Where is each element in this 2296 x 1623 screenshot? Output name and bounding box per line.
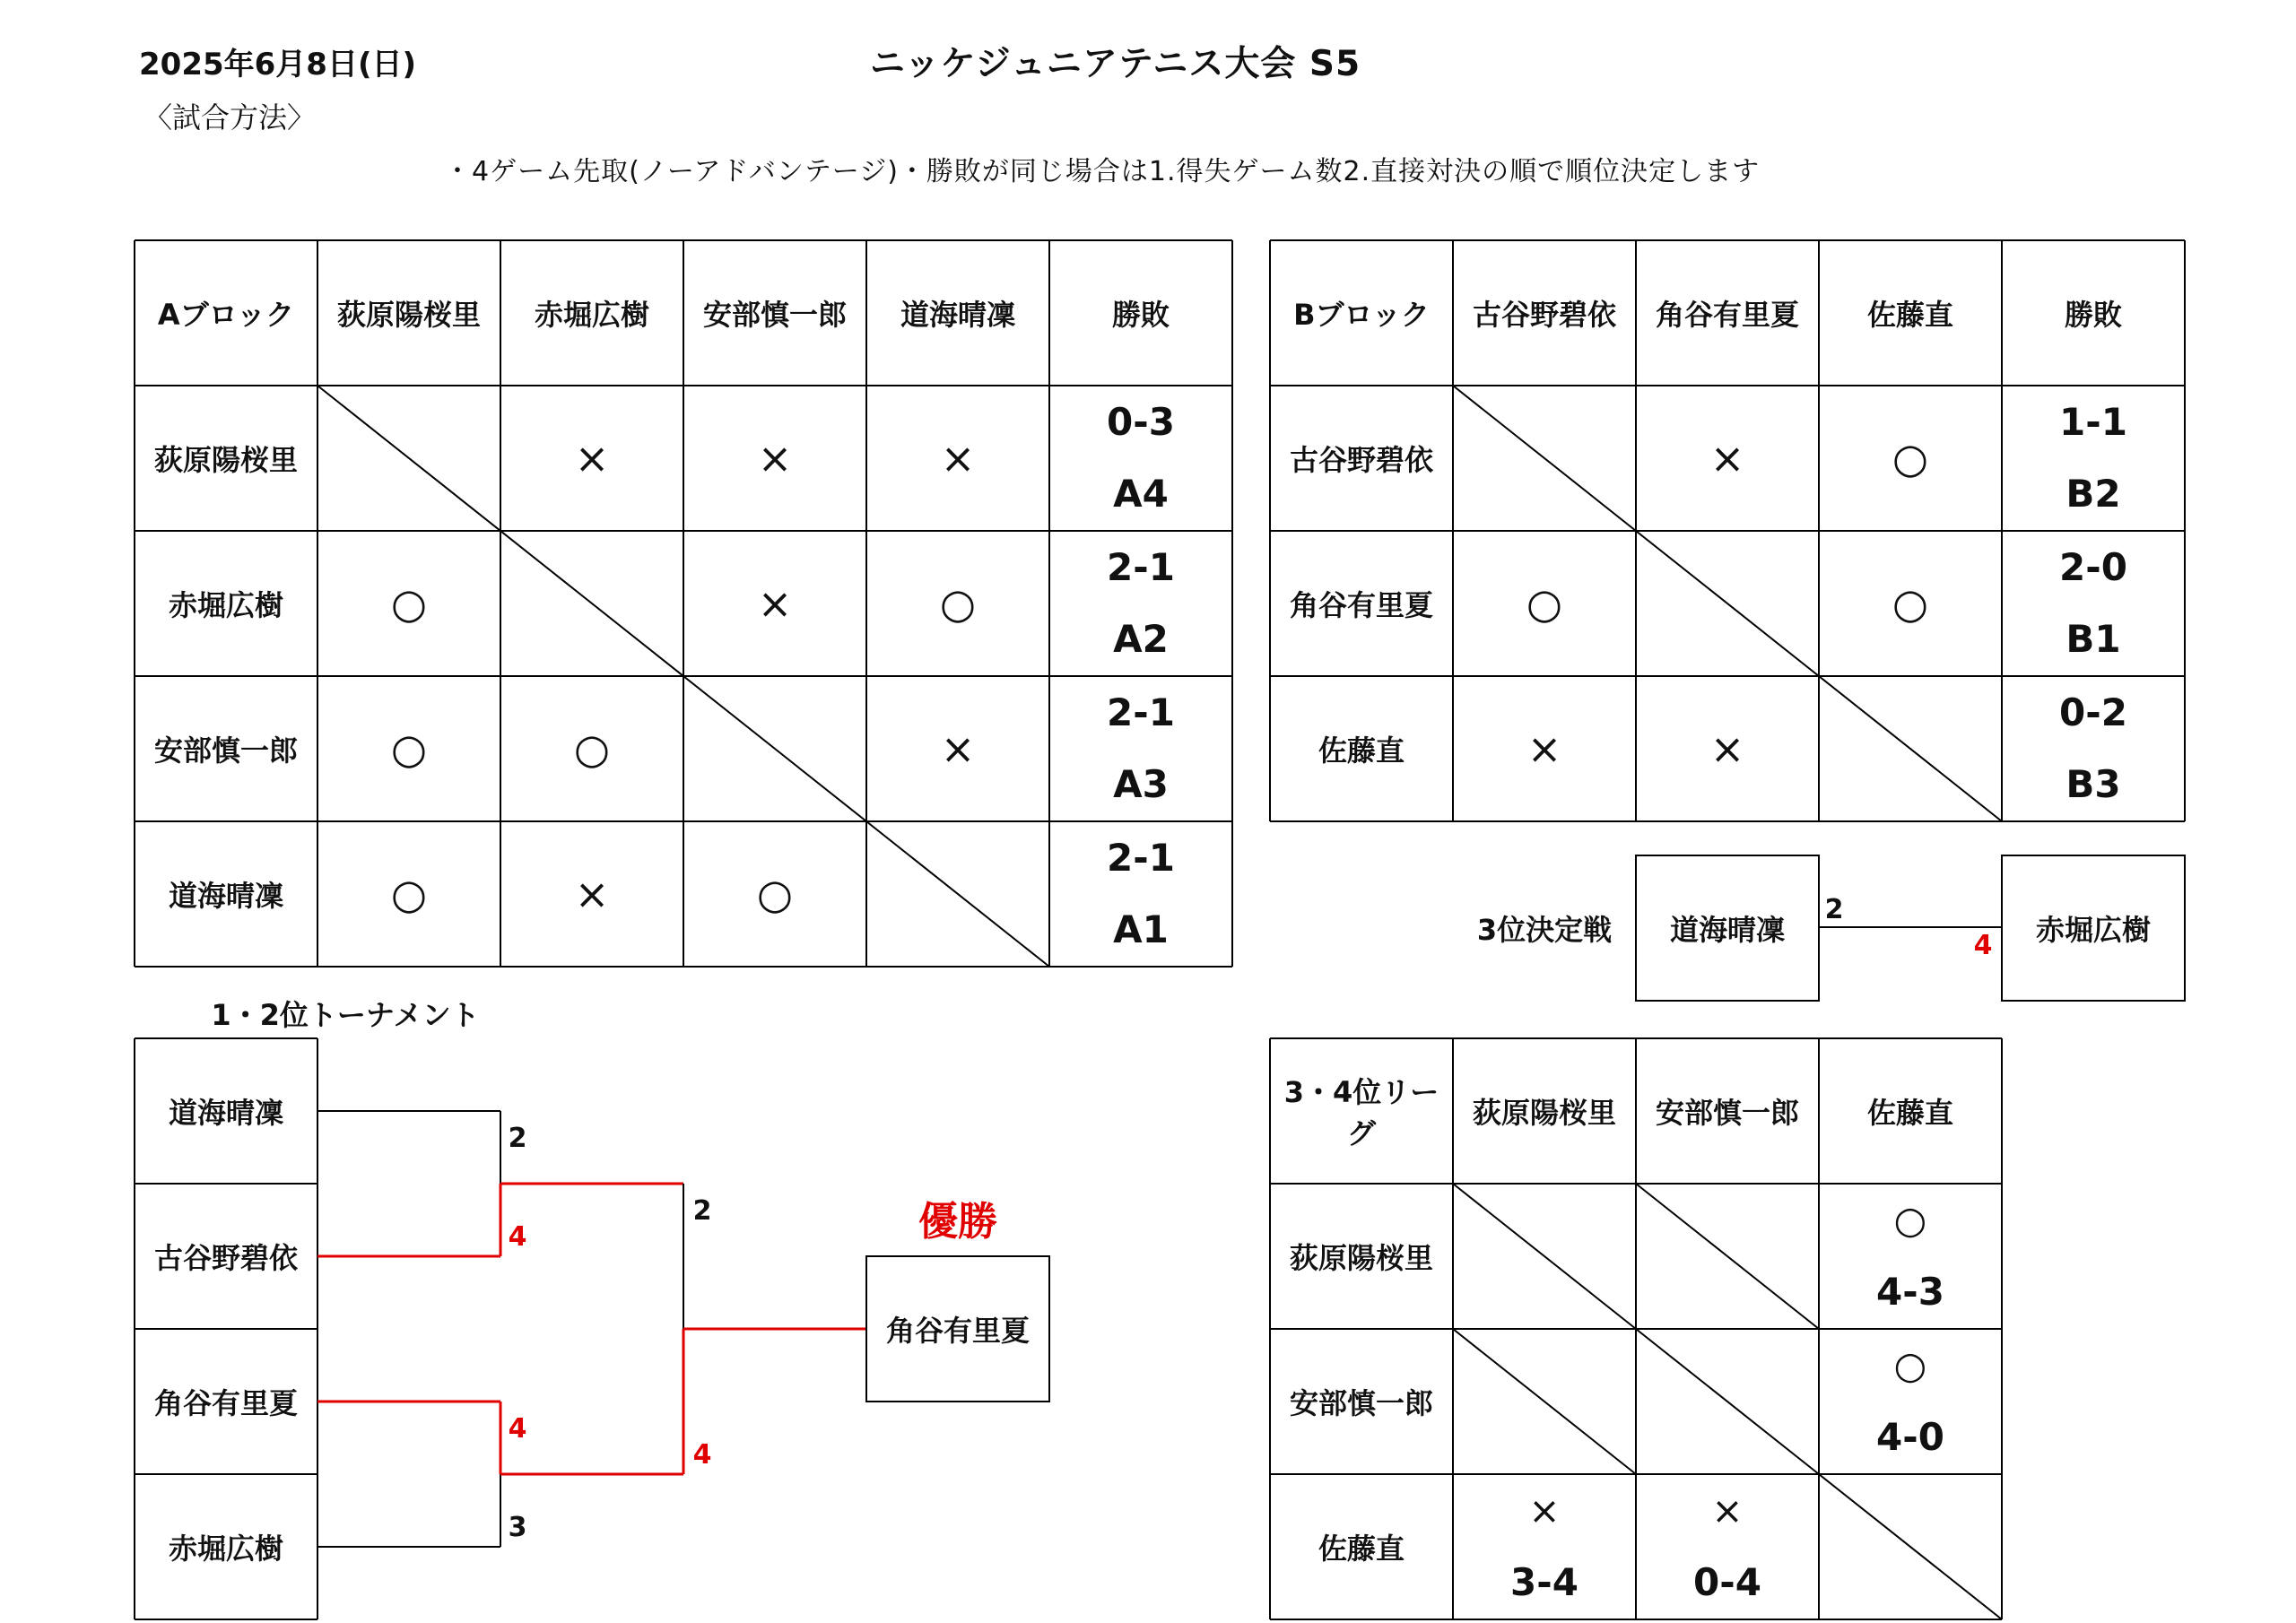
league-diagonal xyxy=(1453,1184,1636,1329)
block-b-result: × xyxy=(1709,434,1745,482)
block-a-row-player: 荻原陽桜里 xyxy=(153,443,298,477)
block-a-row-player: 道海晴凜 xyxy=(168,879,283,913)
block-a-record xyxy=(1049,531,1232,676)
league-result xyxy=(1453,1474,1636,1619)
league-row-player: 荻原陽桜里 xyxy=(1289,1241,1433,1275)
rank: B1 xyxy=(2066,617,2121,661)
block-a-result: × xyxy=(757,434,793,482)
block-a-result: ○ xyxy=(390,579,428,628)
block-b-record xyxy=(2002,531,2185,676)
block-a-result: × xyxy=(940,434,976,482)
block-b-record xyxy=(2002,386,2185,531)
match-rules: ・4ゲーム先取(ノーアドバンテージ)・勝敗が同じ場合は1.得失ゲーム数2.直接対決の順で順位決定します xyxy=(444,156,1761,187)
game-score: 4-0 xyxy=(1876,1415,1944,1459)
block-a-result: ○ xyxy=(756,870,794,918)
league-col-player: 荻原陽桜里 xyxy=(1472,1096,1616,1130)
tournament-player: 道海晴凜 xyxy=(168,1096,283,1130)
third-place-score-1: 2 xyxy=(1824,893,1844,925)
block-b-col-player: 角谷有里夏 xyxy=(1655,298,1799,332)
third-place-player-1: 道海晴凜 xyxy=(1669,913,1785,947)
block-b-col-player: 佐藤直 xyxy=(1866,298,1953,332)
block-a-result: × xyxy=(757,579,793,628)
block-b-result: ○ xyxy=(1892,579,1929,628)
semi1-score: 2 xyxy=(508,1122,527,1154)
block-a-record xyxy=(1049,386,1232,531)
result-mark: × xyxy=(1528,1488,1561,1532)
block-a-record xyxy=(1049,821,1232,967)
block-a-result: × xyxy=(574,870,610,918)
champion-label: 優勝 xyxy=(918,1199,997,1245)
game-score: 4-3 xyxy=(1876,1270,1944,1314)
block-a-col-player: 安部慎一郎 xyxy=(702,298,847,332)
block-b-result: × xyxy=(1709,725,1745,773)
block-a-result: ○ xyxy=(939,579,977,628)
win-loss: 2-1 xyxy=(1107,690,1175,734)
block-b-label: Bブロック xyxy=(1293,298,1430,332)
block-a-record xyxy=(1049,676,1232,821)
champion-name: 角谷有里夏 xyxy=(885,1314,1030,1348)
block-b-result: ○ xyxy=(1526,579,1563,628)
league-label: 3・4位リーグ xyxy=(1283,1075,1439,1150)
block-a-col-player: 道海晴凜 xyxy=(900,298,1015,332)
league-diagonal xyxy=(1636,1329,1819,1474)
third-place-label: 3位決定戦 xyxy=(1476,913,1613,947)
win-loss: 0-2 xyxy=(2059,690,2127,734)
block-b-record-header: 勝敗 xyxy=(2064,298,2122,332)
league-diagonal xyxy=(1636,1184,1819,1329)
block-a-label: Aブロック xyxy=(157,298,295,332)
rank: B2 xyxy=(2066,472,2121,516)
block-a-result: × xyxy=(574,434,610,482)
tournament-player: 赤堀広樹 xyxy=(168,1532,283,1566)
third-place-player-2: 赤堀広樹 xyxy=(2035,913,2151,947)
league-result xyxy=(1636,1474,1819,1619)
result-mark: × xyxy=(1711,1488,1744,1532)
rank: A3 xyxy=(1113,762,1169,806)
league-diagonal xyxy=(1453,1329,1636,1474)
win-loss: 2-1 xyxy=(1107,545,1175,589)
game-score: 3-4 xyxy=(1510,1560,1578,1604)
block-b-row-player: 古谷野碧依 xyxy=(1289,443,1433,477)
rank: A2 xyxy=(1113,617,1169,661)
block-a-col-player: 荻原陽桜里 xyxy=(336,298,481,332)
block-a-result: × xyxy=(940,725,976,773)
page-title: ニッケジュニアテニス大会 S5 xyxy=(870,44,1361,84)
block-b-record xyxy=(2002,676,2185,821)
win-loss: 0-3 xyxy=(1107,400,1175,444)
block-a-row-player: 安部慎一郎 xyxy=(153,733,298,768)
win-loss: 2-1 xyxy=(1107,836,1175,880)
league-col-player: 佐藤直 xyxy=(1866,1096,1953,1130)
final-score: 4 xyxy=(692,1438,712,1471)
league-diagonal xyxy=(1819,1474,2002,1619)
block-a-result: ○ xyxy=(390,725,428,773)
rank: A1 xyxy=(1113,907,1169,951)
block-a-row-player: 赤堀広樹 xyxy=(168,588,283,622)
result-mark: ○ xyxy=(1893,1343,1927,1387)
block-a-result: ○ xyxy=(390,870,428,918)
result-mark: ○ xyxy=(1893,1198,1927,1242)
league-result xyxy=(1819,1329,2002,1474)
block-a-result: ○ xyxy=(573,725,611,773)
third-place-score-2: 4 xyxy=(1973,929,1993,961)
rank: B3 xyxy=(2066,762,2121,806)
win-loss: 2-0 xyxy=(2059,545,2127,589)
block-b-row-player: 佐藤直 xyxy=(1318,733,1405,768)
block-a-col-player: 赤堀広樹 xyxy=(534,298,649,332)
final-score: 2 xyxy=(692,1194,712,1227)
semi1-score: 4 xyxy=(508,1220,527,1253)
block-b-result: ○ xyxy=(1892,434,1929,482)
semi2-score: 4 xyxy=(508,1412,527,1445)
block-b-result: × xyxy=(1526,725,1562,773)
semi2-score: 3 xyxy=(508,1511,527,1543)
event-date: 2025年6月8日(日) xyxy=(139,47,417,82)
block-b-col-player: 古谷野碧依 xyxy=(1472,298,1616,332)
game-score: 0-4 xyxy=(1693,1560,1761,1604)
rank: A4 xyxy=(1113,472,1169,516)
league-result xyxy=(1819,1184,2002,1329)
league-row-player: 佐藤直 xyxy=(1318,1532,1405,1566)
tournament-player: 角谷有里夏 xyxy=(153,1386,298,1420)
tournament-label: 1・2位トーナメント xyxy=(211,998,480,1032)
league-col-player: 安部慎一郎 xyxy=(1655,1096,1799,1130)
match-method-label: 〈試合方法〉 xyxy=(144,100,317,135)
win-loss: 1-1 xyxy=(2059,400,2127,444)
tournament-player: 古谷野碧依 xyxy=(153,1241,298,1275)
league-row-player: 安部慎一郎 xyxy=(1289,1386,1433,1420)
block-b-row-player: 角谷有里夏 xyxy=(1289,588,1433,622)
block-a-record-header: 勝敗 xyxy=(1111,298,1170,332)
